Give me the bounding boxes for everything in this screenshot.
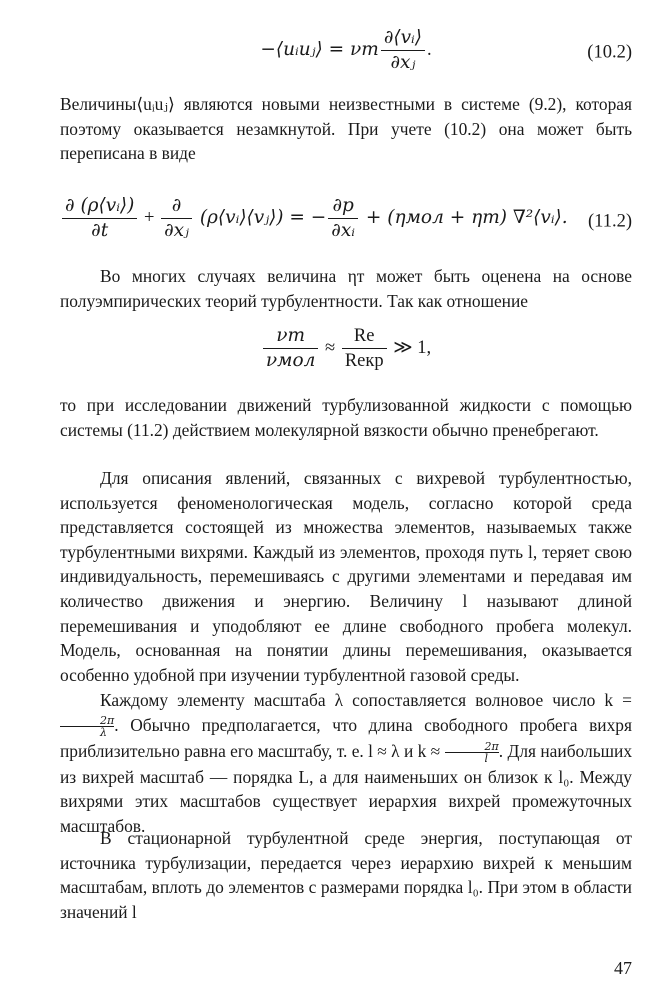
equation-ratio xyxy=(60,326,632,378)
ratio-nu-fraction xyxy=(263,326,319,372)
eq-10-2-tail: . xyxy=(427,40,432,61)
ratio-re-fraction xyxy=(342,326,387,372)
eq-10-2-denominator: ∂xⱼ xyxy=(390,52,416,74)
eq-10-2-fraction xyxy=(381,28,425,74)
eq-11-2-term2-body: (ρ⟨vᵢ⟩⟨vⱼ⟩) = − xyxy=(193,207,327,229)
eq-11-2-term3-num: ∂p xyxy=(328,196,358,219)
paragraph-4: Для описания явлений, связанных с вихревой турбулентностью, используется феноменологическая модель, согласно которой среда представляется состоящей из множества элементов, называемых также турбулентными вихрями. Каждый из элементов, проходя путь l, теряет свою индивидуальность, перемешиваясь с другими элементами и передавая им количество движения и энергию. Величину l называют длиной перемешивания и уподобляют ее длине свободного пробега молекул. Модель, основанная на понятии длины перемешивания, оказывается особенно удобной при изучении турбулентной газовой среды. xyxy=(60,468,632,685)
ratio-re-num: Re xyxy=(342,326,387,349)
paragraph-5-part-c: . Для наибольших из вихрей масштаб — порядка L, а для наименьших он близок к l₀. Между вихрями этих масштабов существует иерархия вихрей промежуточных масштабов. xyxy=(60,740,633,836)
eq-10-2-coef: νт xyxy=(350,39,379,61)
eq-10-2-lhs: −⟨uᵢuⱼ⟩ = xyxy=(260,39,351,61)
ratio-tail: ≫ 1, xyxy=(388,338,432,359)
eq-11-2-term4: + (ηмол + ηт) ∇²⟨vᵢ⟩. xyxy=(360,207,568,229)
equation-number-10-2: (10.2) xyxy=(587,42,632,63)
ratio-nu-num: νт xyxy=(263,326,319,349)
ratio-approx: ≈ xyxy=(320,338,340,359)
eq-11-2-term2 xyxy=(161,196,192,242)
eq-11-2-term3 xyxy=(328,196,358,242)
paragraph-5-part-b: . Обычно предполагается, что длина свободного пробега вихря приблизительно равна его масштабу, т. е. l ≈ λ и k ≈ xyxy=(60,714,632,761)
paragraph-5 xyxy=(60,688,632,838)
equation-10-2 xyxy=(60,28,632,78)
inline-fraction-2pi-l xyxy=(445,741,499,765)
paragraph-6: В стационарной турбулентной среде энергия, поступающая от источника турбулизации, передается через иерархию вихрей к меньшим масштабам, вплоть до элементов с размерами порядка l₀. При этом в области значений l xyxy=(60,828,632,922)
eq-11-2-term1-den: ∂t xyxy=(91,220,109,242)
page xyxy=(60,0,632,1000)
paragraph-2: Во многих случаях величина ηт может быть оценена на основе полуэмпирических теорий турбулентности. Так как отношение xyxy=(60,266,632,311)
equation-number-11-2: (11.2) xyxy=(587,211,632,232)
paragraph-1: Величины⟨uᵢuⱼ⟩ являются новыми неизвестными в системе (9.2), которая поэтому оказывается незамкнутой. При учете (10.2) она может быть переписана в виде xyxy=(60,94,632,164)
eq-11-2-term3-den: ∂xᵢ xyxy=(331,220,356,242)
eq-11-2-term1 xyxy=(62,196,137,242)
ratio-re-den: Reкр xyxy=(344,351,384,372)
eq-11-2-term2-den: ∂xⱼ xyxy=(164,220,189,242)
ratio-nu-den: νмол xyxy=(265,350,316,372)
eq-11-2-plus: + xyxy=(139,208,160,229)
page-number: 47 xyxy=(614,958,632,978)
eq-11-2-term2-num: ∂ xyxy=(161,196,192,219)
paragraph-5-part-a: Каждому элементу масштаба λ сопоставляется волновое число k = xyxy=(100,690,632,710)
eq-10-2-numerator: ∂⟨vᵢ⟩ xyxy=(381,28,425,51)
equation-11-2 xyxy=(60,196,632,248)
inline-fraction-1-num: 2π xyxy=(60,715,114,728)
eq-11-2-term1-num: ∂ (ρ⟨vᵢ⟩) xyxy=(62,196,137,219)
inline-fraction-2-num: 2π xyxy=(445,741,499,754)
inline-fraction-1-den: λ xyxy=(100,726,107,740)
inline-fraction-2pi-lambda xyxy=(60,715,114,739)
paragraph-3: то при исследовании движений турбулизованной жидкости с помощью системы (11.2) действием молекулярной вязкости обычно пренебрегают. xyxy=(60,395,632,440)
inline-fraction-2-den: l xyxy=(484,752,489,766)
